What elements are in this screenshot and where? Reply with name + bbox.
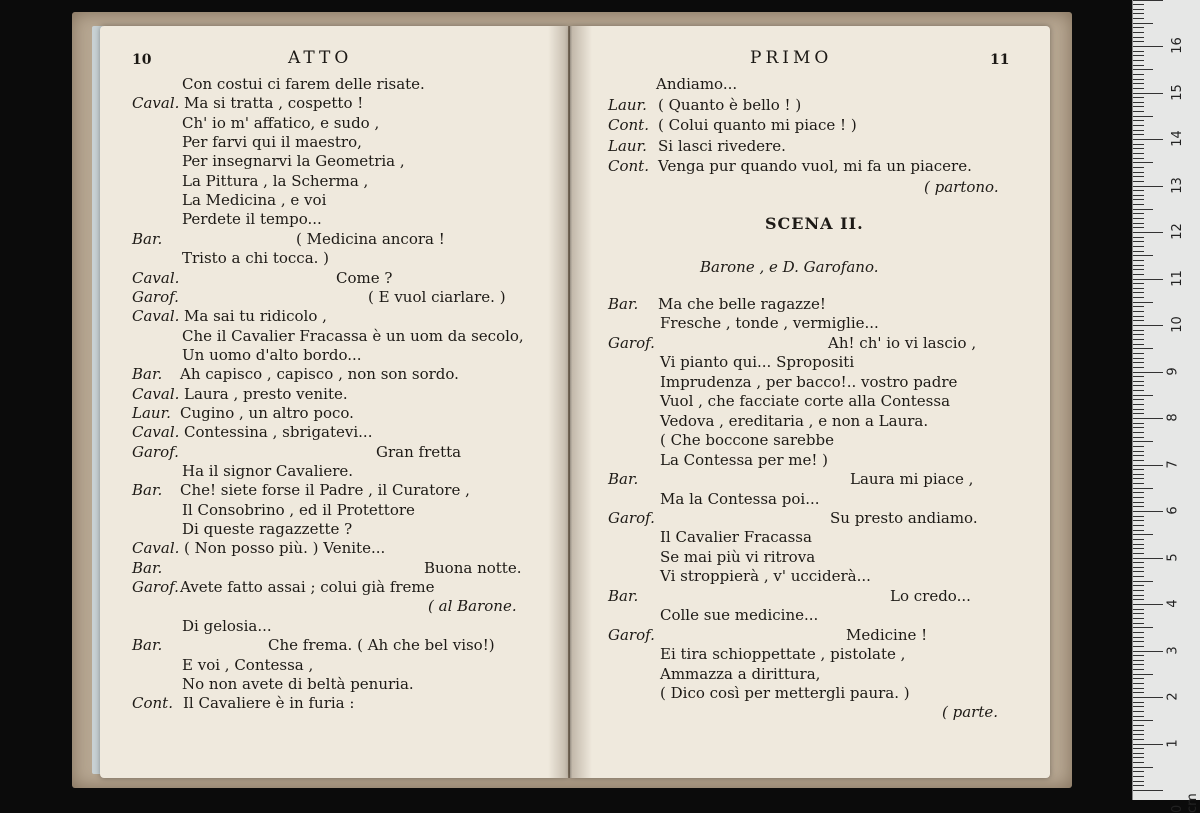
ruler-tick [1133, 618, 1144, 619]
ruler-tick [1133, 306, 1144, 307]
ruler-tick [1133, 785, 1144, 786]
dialogue-line: E voi , Contessa , [182, 655, 314, 674]
ruler-tick [1133, 27, 1144, 28]
ruler-tick [1133, 186, 1163, 187]
dialogue-line: Che! siete forse il Padre , il Curatore , [180, 481, 470, 500]
ruler-tick [1133, 367, 1144, 368]
ruler-tick [1133, 516, 1144, 517]
ruler-tick [1133, 767, 1153, 768]
dialogue-line: Colle sue medicine... [660, 606, 819, 625]
ruler-tick [1133, 697, 1163, 698]
ruler-tick [1133, 776, 1144, 777]
ruler-tick [1133, 32, 1144, 33]
ruler-tick [1133, 153, 1144, 154]
ruler-tick [1133, 209, 1153, 210]
dialogue-line: Tristo a chi tocca. ) [182, 249, 330, 268]
ruler-tick [1133, 655, 1144, 656]
ruler-tick [1133, 502, 1144, 503]
ruler-tick [1133, 172, 1144, 173]
ruler-tick [1133, 581, 1153, 582]
ruler-tick [1133, 265, 1144, 266]
ruler-tick [1133, 227, 1144, 228]
ruler-tick [1133, 69, 1153, 70]
dialogue-line: Gran fretta [376, 442, 462, 461]
ruler-tick [1133, 65, 1144, 66]
dialogue-line: Venga pur quando vuol, mi fa un piacere. [658, 157, 972, 175]
ruler-tick [1133, 548, 1144, 549]
ruler-tick [1133, 567, 1144, 568]
ruler-tick [1133, 190, 1144, 191]
ruler-tick [1133, 790, 1163, 791]
dialogue-line: Che frema. ( Ah che bel viso!) [268, 636, 495, 655]
ruler-tick [1133, 590, 1144, 591]
ruler-tick [1133, 4, 1144, 5]
ruler-tick [1133, 0, 1163, 1]
ruler-tick [1133, 381, 1144, 382]
dialogue-line: Ma si tratta , cospetto ! [184, 94, 364, 113]
dialogue-line: Contessina , sbrigatevi... [184, 423, 373, 442]
ruler-tick [1133, 604, 1163, 605]
ruler-tick [1133, 292, 1144, 293]
left-page-header: ATTO [288, 48, 353, 68]
ruler-tick [1133, 144, 1144, 145]
ruler-label: 16 [1169, 37, 1185, 54]
ruler-tick [1133, 446, 1144, 447]
speaker-label: Caval. [132, 94, 180, 113]
ruler-label: 14 [1169, 130, 1185, 147]
dialogue-line: Di gelosia... [182, 616, 272, 635]
ruler-tick [1133, 139, 1163, 140]
ruler-tick [1133, 372, 1163, 373]
ruler-tick [1133, 55, 1144, 56]
dialogue-line: ( Colui quanto mi piace ! ) [658, 116, 857, 134]
ruler-tick [1133, 739, 1144, 740]
ruler-tick [1133, 534, 1153, 535]
ruler-tick [1133, 716, 1144, 717]
ruler-tick [1133, 23, 1153, 24]
dialogue-line: La Pittura , la Scherma , [182, 171, 369, 190]
ruler-tick [1133, 251, 1144, 252]
dialogue-line: Su presto andiamo. [830, 508, 978, 527]
speaker-label: Laur. [608, 95, 647, 114]
ruler-tick [1133, 595, 1144, 596]
ruler-tick [1133, 353, 1144, 354]
ruler-tick [1133, 232, 1163, 233]
ruler-tick [1133, 692, 1144, 693]
ruler-tick [1133, 734, 1144, 735]
ruler-tick [1133, 688, 1144, 689]
dialogue-line: Con costui ci farem delle risate. [182, 75, 425, 93]
ruler-tick [1133, 320, 1144, 321]
ruler-tick [1133, 497, 1144, 498]
speaker-label: Caval. [132, 423, 180, 442]
book-gutter [548, 26, 592, 778]
ruler-tick [1133, 102, 1144, 103]
ruler-label: 15 [1169, 83, 1185, 101]
ruler-tick [1133, 511, 1163, 512]
ruler-tick [1133, 390, 1144, 391]
dialogue-line: Un uomo d'alto bordo... [182, 345, 362, 364]
ruler-tick [1133, 385, 1144, 386]
dialogue-line: Avete fatto assai ; colui già freme [180, 578, 435, 597]
ruler-tick [1133, 506, 1144, 507]
ruler-tick [1133, 478, 1144, 479]
ruler-tick [1133, 97, 1144, 98]
ruler-tick [1133, 744, 1163, 745]
ruler-tick [1133, 483, 1144, 484]
dialogue-line: ( al Barone. [428, 597, 517, 616]
ruler-tick [1133, 474, 1144, 475]
ruler-tick [1133, 376, 1144, 377]
ruler-tick [1133, 158, 1144, 159]
ruler-tick [1133, 330, 1144, 331]
ruler-tick [1133, 725, 1144, 726]
ruler-tick [1133, 455, 1144, 456]
dialogue-line: ( Quanto è bello ! ) [658, 95, 802, 114]
ruler-tick [1133, 9, 1144, 10]
dialogue-line: Per insegnarvi la Geometria , [182, 152, 405, 171]
dialogue-line: Fresche , tonde , vermiglie... [660, 314, 879, 333]
ruler-label: 8 [1165, 413, 1181, 422]
speaker-label: Bar. [608, 295, 639, 313]
ruler-tick [1133, 237, 1144, 238]
ruler-tick [1133, 762, 1144, 763]
dialogue-line: Vi pianto qui... Spropositi [660, 353, 855, 372]
ruler-tick [1133, 427, 1144, 428]
ruler-tick [1133, 437, 1144, 438]
dialogue-line: Si lasci rivedere. [658, 136, 786, 155]
ruler-tick [1133, 125, 1144, 126]
speaker-label: Garof. [132, 578, 179, 597]
ruler-tick [1133, 255, 1153, 256]
ruler-tick [1133, 130, 1144, 131]
dialogue-line: ( partono. [924, 177, 999, 196]
speaker-label: Cont. [608, 116, 649, 134]
ruler-tick [1133, 204, 1144, 205]
ruler-tick [1133, 283, 1144, 284]
speaker-label: Bar. [132, 636, 163, 655]
speaker-label: Bar. [132, 365, 163, 384]
ruler-tick [1133, 627, 1153, 628]
ruler-label: 9 [1165, 366, 1181, 376]
ruler-tick [1133, 93, 1163, 94]
ruler-tick [1133, 260, 1144, 261]
ruler-tick [1133, 492, 1144, 493]
ruler-label: 3 [1165, 645, 1181, 655]
dialogue-line: Vedova , ereditaria , e non a Laura. [660, 411, 929, 430]
dialogue-line: ( parte. [942, 703, 999, 722]
dialogue-line: Cugino , un altro poco. [180, 403, 354, 422]
ruler-tick [1133, 641, 1144, 642]
ruler-label: 13 [1169, 176, 1185, 194]
ruler-tick [1133, 60, 1144, 61]
dialogue-line: La Contessa per me! ) [660, 450, 829, 469]
ruler-tick [1133, 106, 1144, 107]
speaker-label: Cont. [608, 157, 649, 175]
ruler-tick [1133, 664, 1144, 665]
ruler-tick [1133, 530, 1144, 531]
ruler-tick [1133, 757, 1144, 758]
dialogue-line: Ei tira schioppettate , pistolate , [660, 645, 906, 664]
dialogue-line: Se mai più vi ritrova [660, 547, 816, 566]
ruler-tick [1133, 213, 1144, 214]
dialogue-line: Di queste ragazzette ? [182, 520, 353, 539]
dialogue-line: Ma sai tu ridicolo , [184, 307, 327, 326]
ruler-tick [1133, 358, 1144, 359]
ruler-tick [1133, 223, 1144, 224]
ruler-tick [1133, 539, 1144, 540]
right-page-number: 11 [990, 52, 1010, 68]
ruler-tick [1133, 344, 1144, 345]
ruler-tick [1133, 269, 1144, 270]
ruler-tick [1133, 18, 1144, 19]
ruler-label: 4 [1165, 599, 1181, 608]
ruler-tick [1133, 669, 1144, 670]
ruler-tick [1133, 730, 1144, 731]
ruler-tick [1133, 74, 1144, 75]
ruler-tick [1133, 311, 1144, 312]
ruler-tick [1133, 720, 1153, 721]
ruler-tick [1133, 423, 1144, 424]
ruler-tick [1133, 409, 1144, 410]
ruler-tick [1133, 413, 1144, 414]
ruler-tick [1133, 651, 1163, 652]
dialogue-line: No non avete di beltà penuria. [182, 674, 414, 693]
ruler-tick [1133, 646, 1144, 647]
ruler-tick [1133, 37, 1144, 38]
dialogue-line: Il Consobrino , ed il Protettore [182, 500, 415, 519]
ruler-label: 1 [1165, 738, 1181, 748]
dialogue-line: Laura , presto venite. [184, 384, 348, 403]
ruler-tick [1133, 469, 1144, 470]
dialogue-line: Ah! ch' io vi lascio , [828, 333, 977, 352]
dialogue-line: Ammazza a dirittura, [660, 664, 821, 683]
ruler-label: 7 [1165, 459, 1181, 469]
dialogue-line: ( E vuol ciarlare. ) [368, 287, 506, 306]
ruler-tick [1133, 404, 1144, 405]
ruler-tick [1133, 288, 1144, 289]
ruler-tick [1133, 488, 1153, 489]
ruler-tick [1133, 167, 1144, 168]
ruler-tick [1133, 660, 1144, 661]
ruler-tick [1133, 176, 1144, 177]
speaker-label: Laur. [608, 136, 647, 155]
speaker-label: Garof. [132, 287, 179, 306]
dialogue-line: ( Medicina ancora ! [296, 229, 445, 248]
speaker-label: Bar. [608, 470, 639, 489]
speaker-label: Garof. [608, 625, 655, 644]
speaker-label: Bar. [132, 229, 163, 248]
ruler-label: 5 [1165, 552, 1181, 562]
ruler-tick [1133, 325, 1163, 326]
speaker-label: Bar. [608, 586, 639, 605]
ruler-tick [1133, 441, 1153, 442]
ruler-label: 11 [1169, 269, 1185, 287]
ruler-tick [1133, 632, 1144, 633]
dialogue-line: Ma la Contessa poi... [660, 489, 820, 508]
ruler-tick [1133, 79, 1144, 80]
dialogue-line: ( Dico così per mettergli paura. ) [660, 684, 910, 702]
dialogue-line: Vuol , che facciate corte alla Contessa [660, 392, 951, 411]
ruler-tick [1133, 134, 1144, 135]
ruler-tick [1133, 525, 1144, 526]
ruler-tick [1133, 781, 1144, 782]
ruler-tick [1133, 195, 1144, 196]
speaker-label: Caval. [132, 307, 180, 326]
ruler-tick [1133, 218, 1144, 219]
ruler-tick [1133, 674, 1153, 675]
ruler-tick [1133, 706, 1144, 707]
dialogue-line: Il Cavaliere è in furia : [183, 694, 355, 713]
ruler-tick [1133, 637, 1144, 638]
dialogue-line: Ch' io m' affatico, e sudo , [182, 113, 380, 132]
dialogue-line: Per farvi qui il maestro, [182, 133, 362, 152]
speaker-label: Bar. [132, 558, 163, 577]
ruler-tick [1133, 599, 1144, 600]
dialogue-line: La Medicina , e voi [182, 191, 327, 210]
measuring-ruler [1132, 0, 1200, 813]
ruler-tick [1133, 613, 1144, 614]
ruler-tick [1133, 274, 1144, 275]
ruler-label: 2 [1165, 692, 1181, 701]
scene-characters: Barone , e D. Garofano. [700, 258, 879, 276]
ruler-tick [1133, 334, 1144, 335]
dialogue-line: Lo credo... [890, 586, 971, 605]
left-page-number: 10 [132, 52, 152, 68]
ruler-tick [1133, 623, 1144, 624]
ruler-tick [1133, 576, 1144, 577]
ruler-tick [1133, 432, 1144, 433]
dialogue-line: Laura mi piace , [850, 470, 974, 489]
speaker-label: Cont. [132, 694, 173, 713]
speaker-label: Garof. [132, 442, 179, 461]
ruler-tick [1133, 162, 1153, 163]
speaker-label: Caval. [132, 384, 180, 403]
ruler-label: 10 [1169, 316, 1185, 333]
dialogue-line: ( Che boccone sarebbe [660, 431, 834, 450]
speaker-label: Garof. [608, 508, 655, 527]
ruler-tick [1133, 51, 1144, 52]
ruler-tick [1133, 571, 1144, 572]
ruler-tick [1133, 111, 1144, 112]
ruler-tick [1133, 678, 1144, 679]
ruler-tick [1133, 553, 1144, 554]
ruler-tick [1133, 348, 1153, 349]
right-page-header: PRIMO [750, 48, 833, 68]
scene-title: SCENA II. [765, 214, 864, 233]
ruler-tick [1133, 399, 1144, 400]
ruler-tick [1133, 13, 1144, 14]
dialogue-line: Andiamo... [656, 75, 738, 93]
ruler-tick [1133, 297, 1144, 298]
ruler-tick [1133, 609, 1144, 610]
ruler-tick [1133, 451, 1144, 452]
ruler-tick [1133, 418, 1163, 419]
ruler-label: 6 [1165, 506, 1181, 515]
dialogue-line: Ah capisco , capisco , non son sordo. [180, 365, 459, 384]
dialogue-line: ( Non posso più. ) Venite... [184, 539, 386, 558]
ruler-tick [1133, 148, 1144, 149]
ruler-tick [1133, 771, 1144, 772]
ruler-tick [1133, 362, 1144, 363]
ruler-tick [1133, 544, 1144, 545]
speaker-label: Bar. [132, 481, 163, 500]
speaker-label: Caval. [132, 539, 180, 558]
ruler-tick [1133, 711, 1144, 712]
dialogue-line: Medicine ! [846, 625, 928, 644]
ruler-tick [1133, 88, 1144, 89]
dialogue-line: Vi stroppierà , v' ucciderà... [660, 567, 871, 586]
ruler-tick [1133, 120, 1144, 121]
speaker-label: Laur. [132, 403, 171, 422]
dialogue-line: Perdete il tempo... [182, 210, 322, 229]
dialogue-line: Ma che belle ragazze! [658, 295, 826, 313]
ruler-tick [1133, 116, 1153, 117]
ruler-tick [1133, 246, 1144, 247]
dialogue-line: Come ? [336, 268, 393, 287]
ruler-tick [1133, 520, 1144, 521]
dialogue-line: Che il Cavalier Fracassa è un uom da secolo, [182, 326, 524, 345]
ruler-tick [1133, 241, 1144, 242]
ruler-tick [1133, 702, 1144, 703]
ruler-tick [1133, 465, 1163, 466]
ruler-tick [1133, 562, 1144, 563]
ruler-tick [1133, 46, 1163, 47]
ruler-label: 0 cm [1170, 793, 1200, 813]
ruler-tick [1133, 339, 1144, 340]
dialogue-line: Buona notte. [424, 558, 522, 577]
ruler-tick [1133, 748, 1144, 749]
ruler-tick [1133, 753, 1144, 754]
speaker-label: Garof. [608, 333, 655, 352]
ruler-tick [1133, 181, 1144, 182]
ruler-tick [1133, 395, 1153, 396]
dialogue-line: Imprudenza , per bacco!.. vostro padre [660, 372, 958, 391]
ruler-label: 12 [1169, 223, 1185, 240]
ruler-tick [1133, 83, 1144, 84]
dialogue-line: Il Cavalier Fracassa [660, 528, 812, 547]
ruler-tick [1133, 558, 1163, 559]
ruler-tick [1133, 41, 1144, 42]
speaker-label: Caval. [132, 268, 180, 287]
ruler-tick [1133, 683, 1144, 684]
ruler-tick [1133, 585, 1144, 586]
dialogue-line: Ha il signor Cavaliere. [182, 462, 354, 480]
ruler-tick [1133, 460, 1144, 461]
ruler-tick [1133, 199, 1144, 200]
ruler-tick [1133, 316, 1144, 317]
ruler-tick [1133, 279, 1163, 280]
ruler-tick [1133, 302, 1153, 303]
